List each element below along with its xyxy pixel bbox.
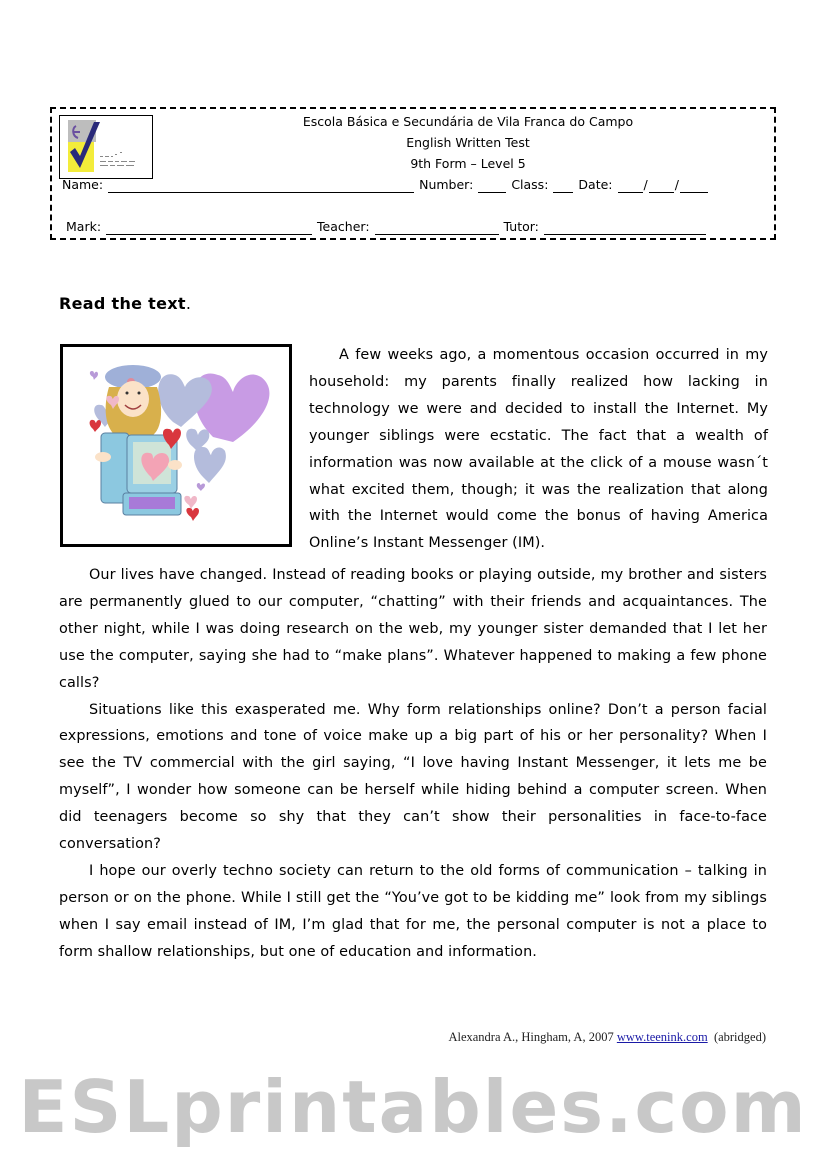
grading-row: [62, 219, 764, 235]
article-paragraph-1: A few weeks ago, a momentous occasion occurred in my household: my parents finally realized how lacking in technology we were and decided to install the Internet. My younger siblings were ecstatic. The fact that a wealth of information was now available at the click of a mouse wasn´t what excited them, though; it was the realization that along with the Internet would come the bonus of having America Online’s Instant Messenger (IM).: [309, 347, 768, 552]
date-separator: /: [674, 177, 679, 192]
instruction-heading: Read the text.: [59, 294, 192, 313]
article-paragraph-2: Our lives have changed. Instead of reading books or playing outside, my brother and sisters are permanently glued to our computer, “chatting” with their friends and acquaintances. The other night, while I was doing research on the web, my younger sister demanded that I let her use the computer, saying she had to “make plans”. Whatever happened to making a few phone calls?: [59, 567, 767, 691]
article-body: [59, 562, 767, 966]
date-month-field[interactable]: [649, 180, 674, 193]
class-label: Class:: [511, 177, 549, 192]
class-field[interactable]: [553, 180, 573, 193]
number-label: Number:: [419, 177, 474, 192]
date-year-field[interactable]: [680, 180, 708, 193]
level-title: 9th Form – Level 5: [410, 156, 526, 171]
date-day-field[interactable]: [618, 180, 643, 193]
citation-author: Alexandra A., Hingham, A, 2007: [448, 1030, 614, 1044]
mark-label: Mark:: [66, 219, 102, 234]
mark-field[interactable]: [106, 222, 312, 235]
heart-icon: [184, 496, 197, 509]
heart-icon: [90, 420, 101, 432]
article-paragraph-4: I hope our overly techno society can return to the old forms of communication – talking in person or on the phone. While I still get the “You’ve got to be kidding me” look from my siblings when I say email instead of IM, I’m glad that for me, the personal computer is not a place to form shallow relationships, but one of education and information.: [59, 862, 767, 960]
date-separator: /: [643, 177, 648, 192]
citation-note: (abridged): [713, 1030, 766, 1044]
citation-link[interactable]: www.teenink.com: [616, 1030, 708, 1044]
date-label: Date:: [578, 177, 613, 192]
article-paragraph-3: Situations like this exasperated me. Why form relationships online? Don’t a person facial expressions, emotions and tone of voice make up a big part of his or her personality? When I see the TV commercial with the girl saying, “I love having Instant Messenger, it lets me be myself”, I wonder how someone can be herself while hiding behind a computer screen. When did teenagers become so shy that they can’t show their personalities in face-to-face conversation?: [59, 701, 767, 853]
name-label: Name:: [62, 177, 104, 192]
illustration-frame: [60, 344, 292, 547]
test-title: English Written Test: [406, 135, 530, 150]
watermark: ESLprintables.com: [18, 1065, 808, 1149]
tutor-field[interactable]: [544, 222, 706, 235]
source-citation: [448, 1030, 766, 1045]
school-logo-icon: [60, 116, 152, 178]
tutor-label: Tutor:: [503, 219, 539, 234]
heart-icon: [90, 371, 98, 380]
heart-icon: [194, 447, 226, 483]
name-field[interactable]: [108, 180, 414, 193]
number-field[interactable]: [478, 180, 506, 193]
girl-computer-hearts-illustration: [63, 347, 289, 544]
teacher-field[interactable]: [375, 222, 499, 235]
heart-icon: [186, 508, 199, 521]
school-logo: [59, 115, 153, 179]
teacher-label: Teacher:: [317, 219, 370, 234]
heart-icon: [197, 483, 205, 491]
header-box: [50, 107, 776, 240]
school-name: Escola Básica e Secundária de Vila Franca do Campo: [302, 114, 634, 129]
student-info-row: [62, 177, 764, 193]
